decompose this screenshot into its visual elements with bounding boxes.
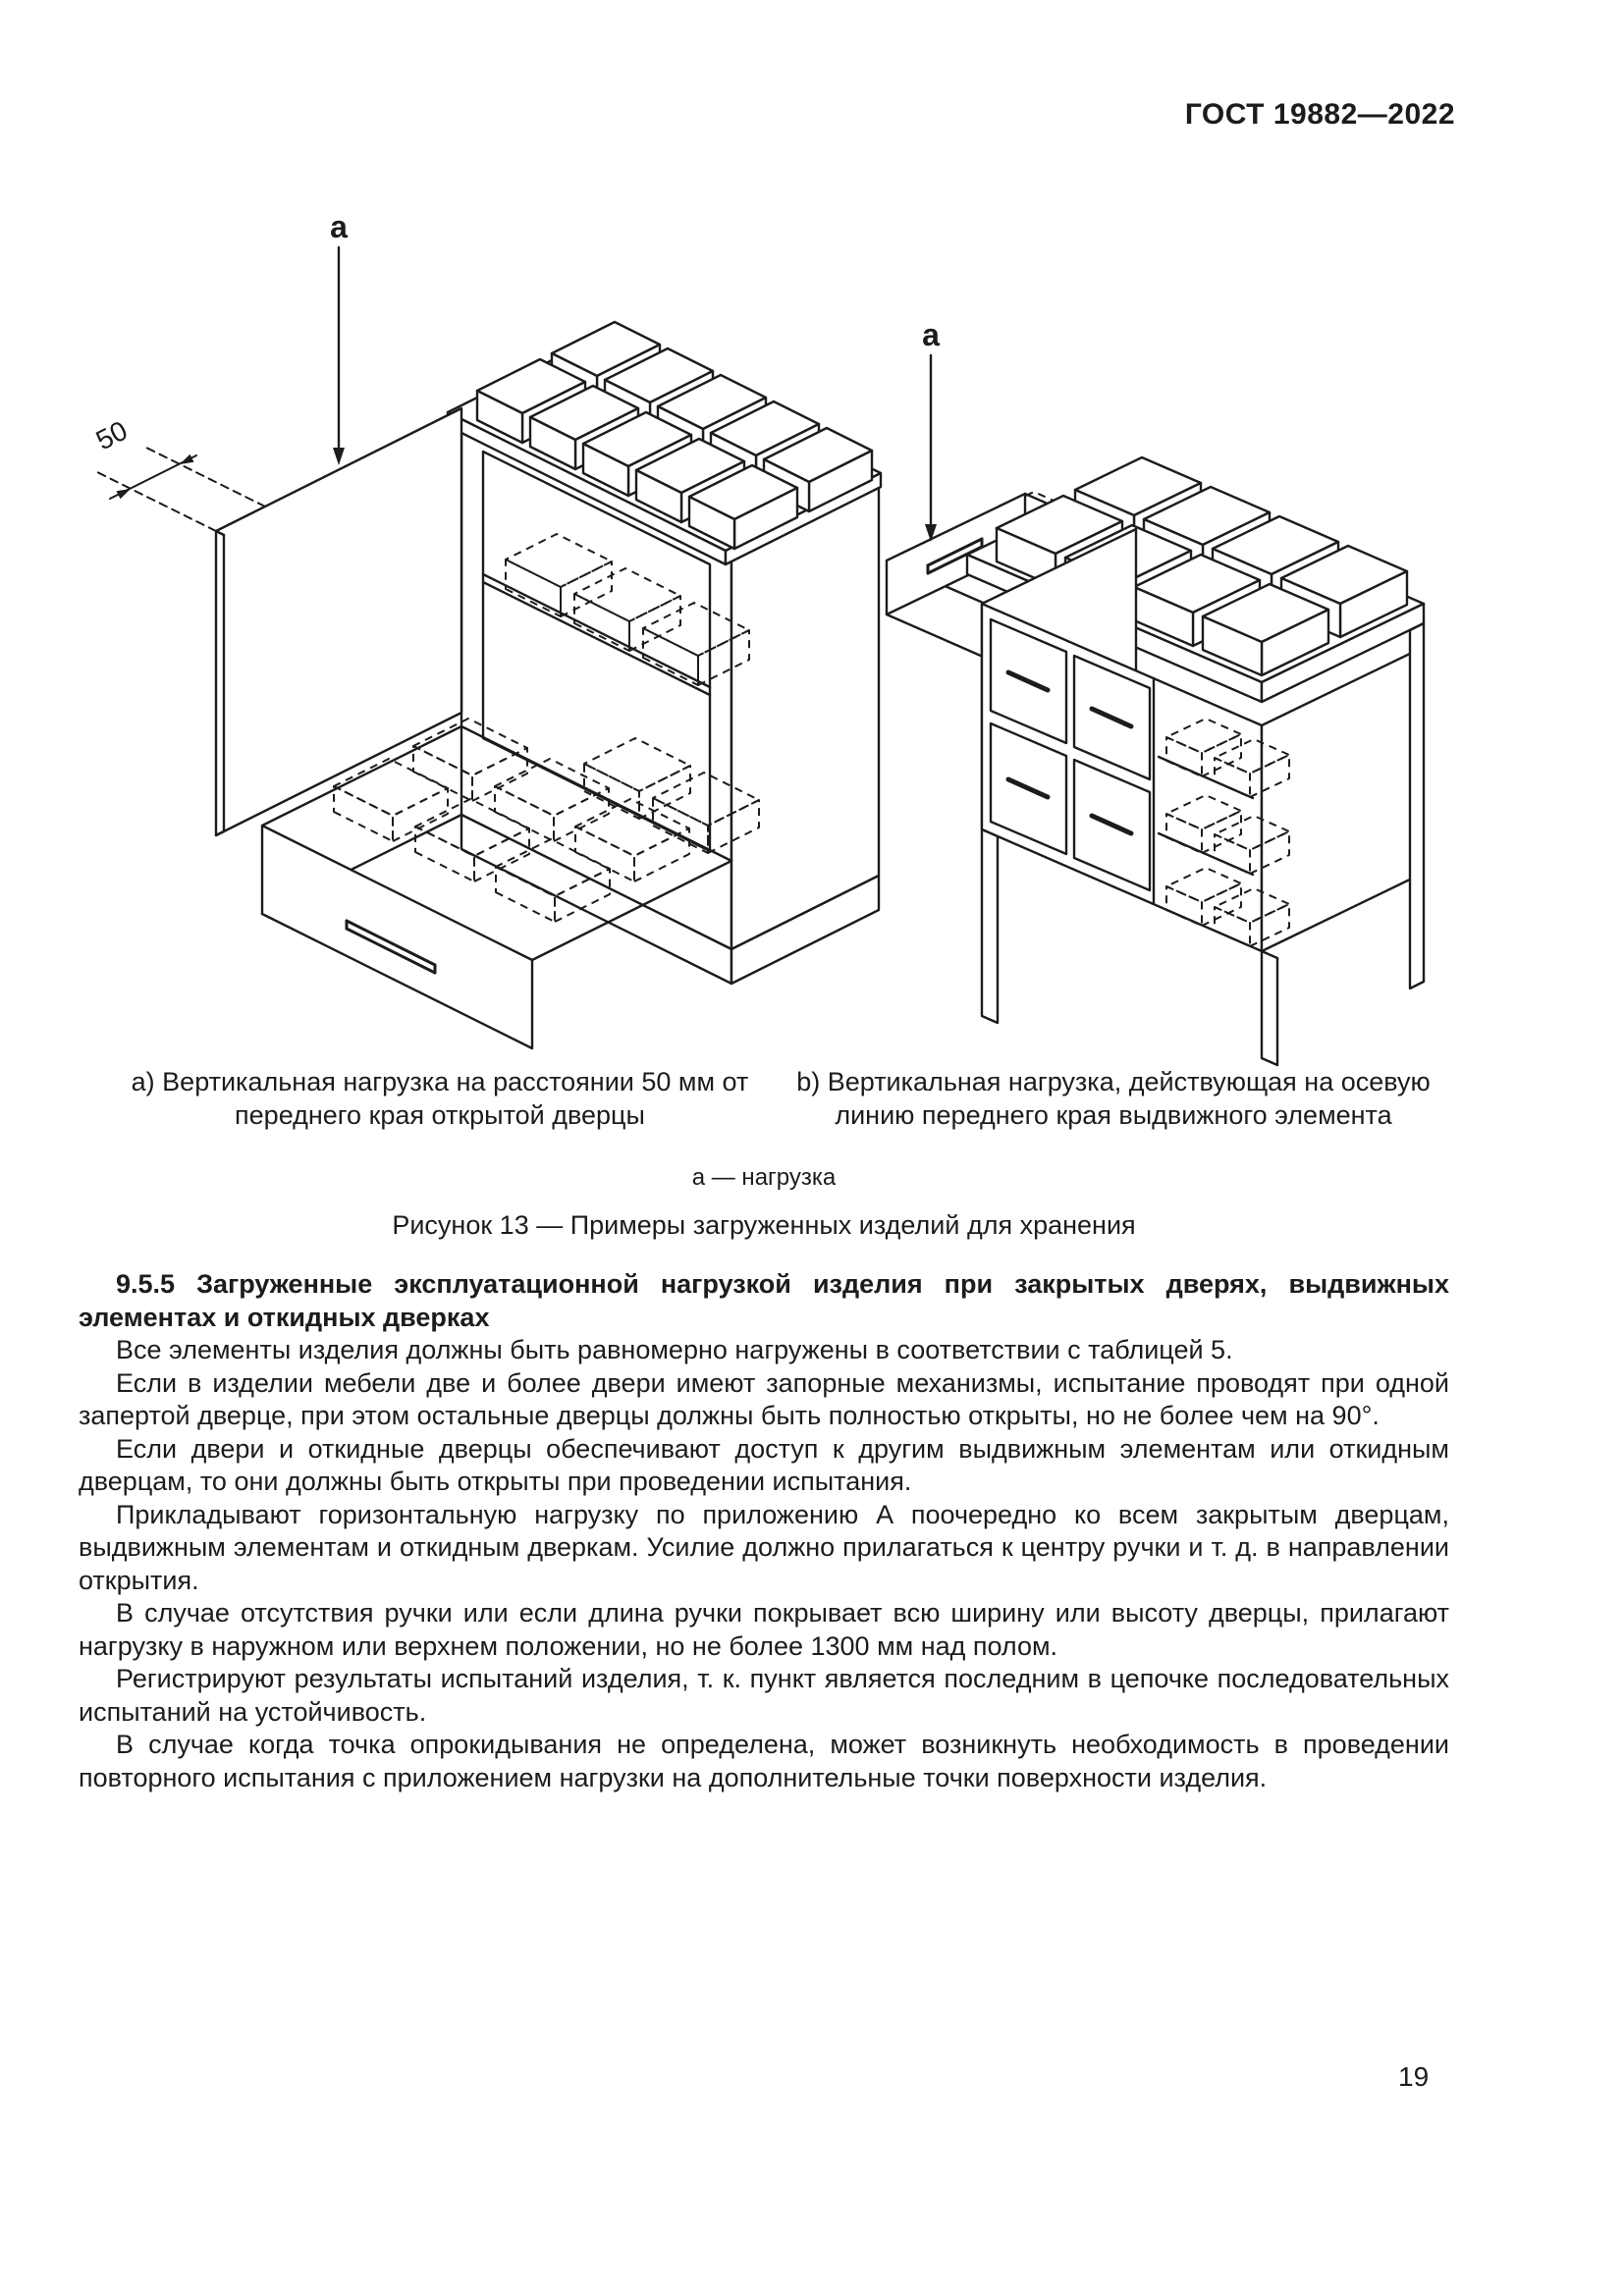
paragraph: В случае отсутствия ручки или если длина ручки покрывает всю ширину или высоту дверцы, прилагают нагрузку в наружном или верхнем положении, но не более 1300 мм над полом.	[79, 1598, 1449, 1661]
desk-figure	[887, 457, 1424, 1065]
section-heading: 9.5.5 Загруженные эксплуатационной нагрузкой изделия при закрытых дверях, выдвижных элементах и откидных дверках	[79, 1269, 1449, 1332]
load-arrow-label-left: a	[330, 209, 348, 244]
subcaption-b: b) Вертикальная нагрузка, действующая на осевую линию переднего края выдвижного элемента	[796, 1067, 1431, 1130]
load-arrow-label-right: a	[922, 317, 940, 352]
document-number: ГОСТ 19882—2022	[1184, 98, 1455, 131]
paragraph: Регистрируют результаты испытаний изделия, т. к. пункт является последним в цепочке последовательных испытаний на устойчивость.	[79, 1664, 1449, 1727]
figure-legend: а — нагрузка	[691, 1164, 837, 1191]
paragraph: В случае когда точка опрокидывания не определена, может возникнуть необходимость в проведении повторного испытания с приложением нагрузки на дополнительные точки поверхности изделия.	[79, 1730, 1449, 1792]
storage-cabinet-figure	[216, 322, 881, 1048]
subcaption-a: a) Вертикальная нагрузка на расстоянии 50 мм от переднего края открытой дверцы	[131, 1067, 749, 1130]
paragraph: Прикладывают горизонтальную нагрузку по приложению А поочередно ко всем закрытым дверцам, выдвижным элементам и откидным дверкам. Усилие должно прилагаться к центру ручки и т. д. в направлении открытия.	[79, 1499, 1449, 1595]
figure-caption: Рисунок 13 — Примеры загруженных изделий для хранения	[392, 1210, 1136, 1240]
section-text	[79, 1268, 1449, 1794]
paragraph: Все элементы изделия должны быть равномерно нагружены в соответствии с таблицей 5.	[116, 1335, 1233, 1364]
dimension-50-label: 50	[90, 414, 133, 456]
paragraph: Если двери и откидные дверцы обеспечивают доступ к другим выдвижным элементам или откидным дверцам, то они должны быть открыты при проведении испытания.	[79, 1433, 1449, 1496]
page-number: 19	[1398, 2061, 1430, 2092]
paragraph: Если в изделии мебели две и более двери имеют запорные механизмы, испытание проводят при одной запертой дверце, при этом остальные дверцы должны быть полностью открыты, но не более чем на 90°.	[79, 1367, 1449, 1430]
